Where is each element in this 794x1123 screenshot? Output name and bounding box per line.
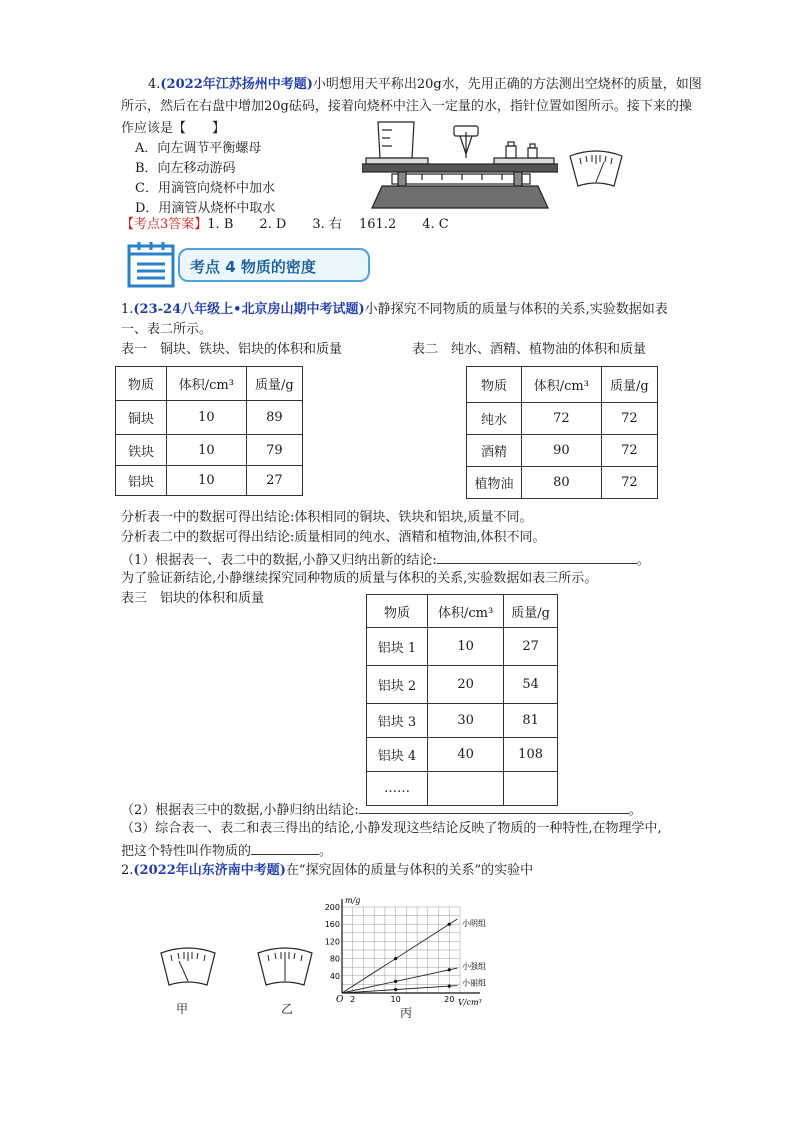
y-tick-label: 200 (324, 903, 340, 912)
table-cell: 10 (167, 466, 247, 496)
table-cell: 72 (522, 403, 602, 435)
q3-answer-blank[interactable] (251, 840, 319, 855)
origin-label: O (336, 995, 344, 1005)
table-cell: 酒精 (467, 435, 522, 467)
table-cell: 72 (601, 435, 657, 467)
table3-header: 物质 (367, 595, 428, 628)
y-tick-label: 160 (324, 920, 340, 930)
chart-series (342, 919, 457, 993)
q4-option-c: C．用滴管向烧杯中加水 (135, 181, 275, 196)
table2-header: 质量/g (601, 367, 657, 403)
x-tick-label: 20 (444, 995, 455, 1004)
table-row (367, 704, 558, 738)
section-banner (178, 248, 370, 282)
table-row (116, 435, 303, 466)
table-cell: 30 (428, 704, 504, 738)
data-point (448, 985, 451, 988)
y-tick-label: 40 (329, 971, 340, 981)
table1-header: 体积/cm³ (167, 367, 247, 401)
label-bing: 丙 (400, 1006, 413, 1020)
table-cell: 铝块 2 (367, 666, 428, 704)
q2-answer-blank[interactable] (359, 799, 629, 814)
answer-label: 【考点3答案】 (121, 217, 208, 232)
data-point (448, 968, 451, 971)
q2-line: （2）根据表三中的数据,小静归纳出结论: 。 (121, 799, 642, 820)
table-row (467, 467, 658, 499)
q4-option-a: A．向左调节平衡螺母 (135, 141, 262, 156)
p2-line: 2.(2022年山东济南中考题)在“探究固体的质量与体积的关系”的实验中 (121, 863, 534, 878)
table1-caption: 表一 铜块、铁块、铝块的体积和质量 (121, 342, 343, 357)
table-cell: 铝块 1 (367, 628, 428, 666)
label-yi: 乙 (281, 1002, 294, 1016)
table-row (116, 466, 303, 496)
verify-line: 为了验证新结论,小静继续探究同种物质的质量与体积的关系,实验数据如表三所示。 (121, 571, 598, 586)
table-cell: 10 (167, 435, 247, 466)
table-cell: 89 (246, 401, 302, 435)
p1-intro-line2: 一、表二所示。 (121, 322, 213, 337)
table-cell: 铝块 (116, 466, 167, 496)
table-cell: 20 (428, 666, 504, 704)
table-cell: 72 (601, 467, 657, 499)
series-label: 小丽组 (462, 978, 486, 988)
table1-header: 质量/g (246, 367, 302, 401)
analysis-2: 分析表二中的数据可得出结论:质量相同的纯水、酒精和植物油,体积不同。 (121, 530, 546, 545)
x-tick-label: 10 (390, 995, 401, 1004)
mass-volume-chart (320, 895, 490, 1007)
q4-line3: 作应该是【 】 (121, 121, 226, 136)
table2-header: 物质 (467, 367, 522, 403)
table-cell: 铝块 3 (367, 704, 428, 738)
table-cell: 纯水 (467, 403, 522, 435)
table3 (366, 594, 558, 806)
series-line (342, 919, 457, 993)
table-row (367, 628, 558, 666)
q4-option-b: B．向左移动游码 (135, 161, 236, 176)
x-tick-label: 2 (350, 995, 356, 1004)
table-cell: 27 (246, 466, 302, 496)
y-tick-label: 80 (329, 954, 340, 964)
p1-intro-line1: 1.(23-24八年级上•北京房山期中考试题)小静探究不同物质的质量与体积的关系,实验数据如表 (121, 302, 668, 317)
label-jia: 甲 (176, 1002, 189, 1016)
table-cell: 90 (522, 435, 602, 467)
answer-line (121, 216, 449, 234)
dial-yi-figure (254, 945, 316, 991)
table-cell: 10 (428, 628, 504, 666)
q4-line2: 所示，然后在右盘中增加20g砝码，接着向烧杯中注入一定量的水，指针位置如图所示。接下来的操 (121, 99, 692, 114)
y-tick-label: 120 (324, 937, 340, 947)
data-point (394, 980, 397, 983)
table-row (467, 403, 658, 435)
table1 (115, 366, 303, 496)
table-cell: 54 (504, 666, 558, 704)
balance-scale-figure (362, 118, 558, 214)
table-cell: 79 (246, 435, 302, 466)
table-cell: 27 (504, 628, 558, 666)
q4-option-d: D．用滴管从烧杯中取水 (135, 201, 276, 216)
table2-header: 体积/cm³ (522, 367, 602, 403)
data-point (448, 923, 451, 926)
x-axis-label: V/cm³ (458, 998, 482, 1007)
series-label: 小强组 (462, 962, 486, 972)
answer-text: 1. B 2. D 3. 右 161.2 4. C (207, 217, 449, 232)
dial-jia-figure (157, 945, 219, 991)
table3-header: 质量/g (504, 595, 558, 628)
q1-answer-blank[interactable] (437, 549, 637, 564)
table-cell: 10 (167, 401, 247, 435)
q1-line: （1）根据表一、表二中的数据,小静又归纳出新的结论: 。 (121, 549, 650, 570)
table-cell: 铜块 (116, 401, 167, 435)
table-cell: 72 (601, 403, 657, 435)
table-row (467, 435, 658, 467)
p2-source: (2022年山东济南中考题) (133, 863, 286, 878)
table3-header: 体积/cm³ (428, 595, 504, 628)
data-point (394, 988, 397, 991)
table-cell: 植物油 (467, 467, 522, 499)
pointer-dial-figure (566, 148, 626, 190)
table2-caption: 表二 纯水、酒精、植物油的体积和质量 (412, 342, 647, 357)
chart-axes (342, 899, 480, 993)
table-row (367, 738, 558, 772)
y-axis-label: m/g (345, 896, 361, 905)
data-point (394, 957, 397, 960)
table-cell: 40 (428, 738, 504, 772)
chart-labels (325, 896, 486, 1007)
table-cell: …… (367, 772, 428, 806)
q3-line2: 把这个特性叫作物质的 。 (121, 840, 332, 861)
table-cell: 铁块 (116, 435, 167, 466)
table-cell: 铝块 4 (367, 738, 428, 772)
section-title: 考点 4 物质的密度 (190, 258, 316, 276)
q3-line1: （3）综合表一、表二和表三得出的结论,小静发现这些结论反映了物质的一种特性,在物理学中, (121, 821, 662, 836)
table-row (116, 401, 303, 435)
table-cell: 81 (504, 704, 558, 738)
table-cell: 108 (504, 738, 558, 772)
table3-caption: 表三 铝块的体积和质量 (121, 591, 265, 606)
table-row (367, 666, 558, 704)
table1-header: 物质 (116, 367, 167, 401)
p1-source: (23-24八年级上•北京房山期中考试题) (133, 302, 365, 317)
calendar-icon (125, 240, 177, 290)
analysis-1: 分析表一中的数据可得出结论:体积相同的铜块、铁块和铝块,质量不同。 (121, 510, 533, 525)
table-cell: 80 (522, 467, 602, 499)
table2 (466, 366, 658, 499)
q4-source: (2022年江苏扬州中考题) (160, 77, 313, 92)
q4-line1: 4.(2022年江苏扬州中考题)小明想用天平称出20g水，先用正确的方法测出空烧杯的质量，如图 (148, 77, 702, 92)
series-label: 小明组 (462, 919, 486, 929)
